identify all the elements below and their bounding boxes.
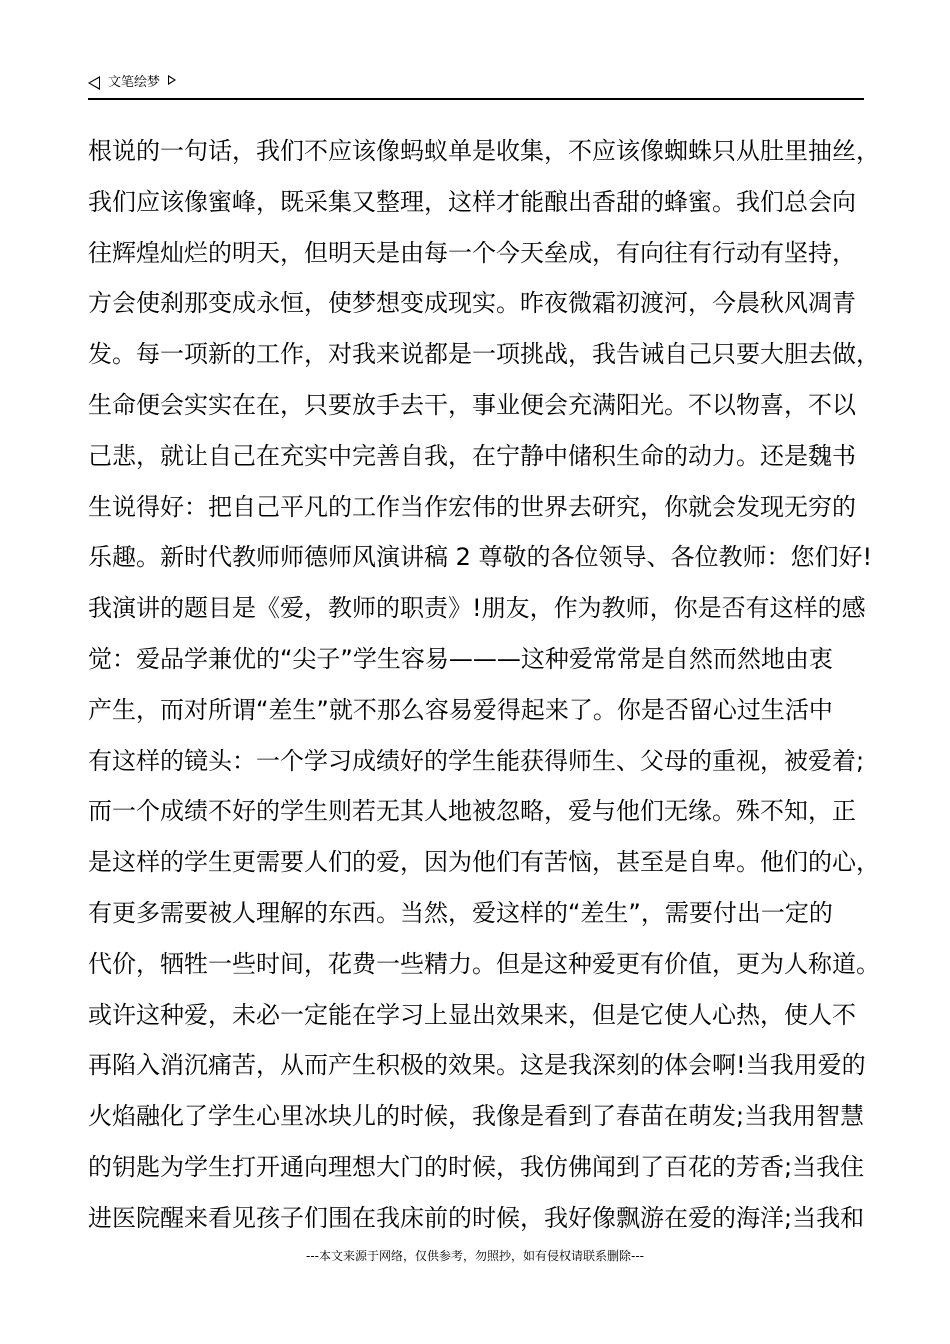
- header-title: 文笔绘梦: [108, 75, 161, 90]
- text-line: 产生，而对所谓“差生”就不那么容易爱得起来了。你是否留心过生活中: [88, 695, 833, 724]
- page-header: [88, 72, 864, 100]
- header-brand: [88, 74, 176, 92]
- document-body: [88, 126, 878, 1244]
- text-line: 再陷入消沉痛苦，从而产生积极的效果。这是我深刻的体会啊!当我用爱的: [88, 1051, 866, 1080]
- text-line: 往辉煌灿烂的明天，但明天是由每一个今天垒成，有向往有行动有坚持，: [88, 238, 856, 267]
- triangle-left-icon: [88, 76, 100, 90]
- text-line: 我们应该像蜜峰，既采集又整理，这样才能酿出香甜的蜂蜜。我们总会向: [88, 187, 856, 216]
- text-line: 进医院醒来看见孩子们围在我床前的时候，我好像飘游在爱的海洋;当我和: [88, 1203, 865, 1232]
- text-line: 而一个成绩不好的学生则若无其人地被忽略，爱与他们无缘。殊不知，正: [88, 797, 856, 826]
- text-line: 火焰融化了学生心里冰块儿的时候，我像是看到了春苗在萌发;当我用智慧: [88, 1102, 865, 1131]
- text-line: 乐趣。新时代教师师德师风演讲稿 2 尊敬的各位领导、各位教师：您们好!: [88, 543, 873, 572]
- text-line: 代价，牺牲一些时间，花费一些精力。但是这种爱更有价值，更为人称道。: [88, 949, 880, 978]
- triangle-right-icon: [168, 75, 176, 85]
- text-line: 根说的一句话，我们不应该像蚂蚁单是收集，不应该像蜘蛛只从肚里抽丝，: [88, 137, 880, 165]
- text-line: 方会使刹那变成永恒，使梦想变成现实。昨夜微霜初渡河，今晨秋风凋青: [88, 289, 856, 318]
- text-line: 生命便会实实在在，只要放手去干，事业便会充满阳光。不以物喜，不以: [88, 390, 856, 419]
- text-line: 己悲，就让自己在充实中完善自我，在宁静中储积生命的动力。还是魏书: [88, 441, 856, 470]
- text-line: 的钥匙为学生打开通向理想大门的时候，我仿佛闻到了百花的芳香;当我住: [88, 1152, 865, 1181]
- text-line: 我演讲的题目是《爱，教师的职责》!朋友，作为教师，你是否有这样的感: [88, 594, 866, 623]
- text-line: 发。每一项新的工作，对我来说都是一项挑战，我告诫自己只要大胆去做，: [88, 340, 880, 369]
- text-line: 觉：爱品学兼优的“尖子”学生容易———这种爱常常是自然而然地由衷: [88, 644, 833, 673]
- footer-disclaimer: ---本文来源于网络，仅供参考，勿照抄，如有侵权请联系删除---: [306, 1249, 644, 1263]
- text-line: 有更多需要被人理解的东西。当然，爱这样的“差生”，需要付出一定的: [88, 898, 833, 927]
- text-line: 是这样的学生更需要人们的爱，因为他们有苦恼，甚至是自卑。他们的心，: [88, 848, 880, 877]
- text-line: 或许这种爱，未必一定能在学习上显出效果来，但是它使人心热，使人不: [88, 1000, 856, 1029]
- text-line: 生说得好：把自己平凡的工作当作宏伟的世界去研究，你就会发现无穷的: [88, 492, 856, 521]
- text-line: 有这样的镜头：一个学习成绩好的学生能获得师生、父母的重视，被爱着;: [88, 746, 865, 775]
